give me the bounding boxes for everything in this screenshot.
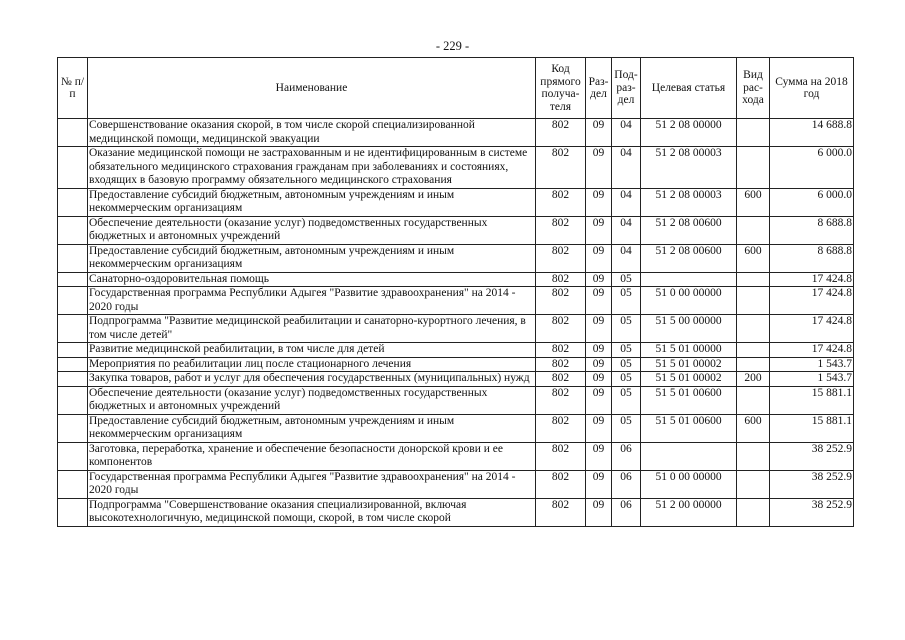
table-row: [58, 119, 854, 147]
row-target-article: 51 0 00 00000: [641, 470, 737, 498]
row-expense-type: [737, 357, 770, 372]
table-row: [58, 343, 854, 358]
row-expense-type: [737, 343, 770, 358]
row-expense-type: [737, 272, 770, 287]
row-target-article: 51 2 08 00600: [641, 244, 737, 272]
row-name: Совершенствование оказания скорой, в том числе скорой специализированной медицинской помощи, медицинской эвакуации: [88, 119, 536, 147]
row-number: [58, 315, 88, 343]
row-sum: 17 424.8: [770, 343, 854, 358]
row-recipient-code: 802: [536, 244, 586, 272]
row-recipient-code: 802: [536, 498, 586, 526]
row-expense-type: [737, 315, 770, 343]
row-name: Закупка товаров, работ и услуг для обеспечения государственных (муниципальных) нужд: [88, 372, 536, 387]
row-sum: 15 881.1: [770, 414, 854, 442]
row-section: 09: [586, 343, 612, 358]
row-section: 09: [586, 188, 612, 216]
row-sum: 1 543.7: [770, 357, 854, 372]
row-target-article: 51 5 01 00000: [641, 343, 737, 358]
table-row: [58, 244, 854, 272]
row-sum: 6 000.0: [770, 188, 854, 216]
table-row: [58, 470, 854, 498]
row-subsection: 05: [612, 386, 641, 414]
row-section: 09: [586, 244, 612, 272]
row-section: 09: [586, 498, 612, 526]
row-expense-type: 200: [737, 372, 770, 387]
row-recipient-code: 802: [536, 188, 586, 216]
col-header-code: Код прямого получа-теля: [536, 58, 586, 119]
row-sum: 8 688.8: [770, 216, 854, 244]
table-row: [58, 498, 854, 526]
row-number: [58, 272, 88, 287]
row-section: 09: [586, 372, 612, 387]
row-target-article: 51 2 00 00000: [641, 498, 737, 526]
row-section: 09: [586, 216, 612, 244]
row-sum: 14 688.8: [770, 119, 854, 147]
row-sum: 17 424.8: [770, 272, 854, 287]
row-name: Заготовка, переработка, хранение и обеспечение безопасности донорской крови и ее компонентов: [88, 442, 536, 470]
row-subsection: 04: [612, 244, 641, 272]
row-sum: 15 881.1: [770, 386, 854, 414]
row-number: [58, 442, 88, 470]
table-row: [58, 315, 854, 343]
row-section: 09: [586, 315, 612, 343]
row-name: Обеспечение деятельности (оказание услуг) подведомственных государственных бюджетных и автономных учреждений: [88, 386, 536, 414]
row-number: [58, 244, 88, 272]
row-section: 09: [586, 357, 612, 372]
row-number: [58, 470, 88, 498]
table-row: [58, 287, 854, 315]
row-expense-type: 600: [737, 188, 770, 216]
table-row: [58, 272, 854, 287]
row-recipient-code: 802: [536, 272, 586, 287]
table-row: [58, 372, 854, 387]
row-section: 09: [586, 147, 612, 189]
row-subsection: 05: [612, 272, 641, 287]
row-recipient-code: 802: [536, 287, 586, 315]
row-subsection: 05: [612, 414, 641, 442]
table-row: [58, 414, 854, 442]
row-target-article: 51 0 00 00000: [641, 287, 737, 315]
col-header-sum: Сумма на 2018 год: [770, 58, 854, 119]
row-expense-type: [737, 147, 770, 189]
row-recipient-code: 802: [536, 147, 586, 189]
row-number: [58, 188, 88, 216]
row-section: 09: [586, 287, 612, 315]
budget-table: [57, 57, 854, 527]
row-subsection: 04: [612, 216, 641, 244]
row-recipient-code: 802: [536, 372, 586, 387]
row-name: Мероприятия по реабилитации лиц после стационарного лечения: [88, 357, 536, 372]
row-recipient-code: 802: [536, 414, 586, 442]
table-row: [58, 357, 854, 372]
row-sum: 1 543.7: [770, 372, 854, 387]
row-target-article: 51 5 00 00000: [641, 315, 737, 343]
row-number: [58, 372, 88, 387]
row-number: [58, 343, 88, 358]
row-section: 09: [586, 414, 612, 442]
row-recipient-code: 802: [536, 315, 586, 343]
row-section: 09: [586, 442, 612, 470]
row-subsection: 06: [612, 442, 641, 470]
table-row: [58, 442, 854, 470]
row-name: Предоставление субсидий бюджетным, автономным учреждениям и иным некоммерческим организациям: [88, 244, 536, 272]
row-expense-type: [737, 442, 770, 470]
row-subsection: 05: [612, 357, 641, 372]
row-target-article: 51 2 08 00600: [641, 216, 737, 244]
row-sum: 38 252.9: [770, 498, 854, 526]
row-sum: 8 688.8: [770, 244, 854, 272]
row-sum: 38 252.9: [770, 470, 854, 498]
col-header-subsection: Под-раз-дел: [612, 58, 641, 119]
row-expense-type: 600: [737, 244, 770, 272]
table-row: [58, 188, 854, 216]
row-name: Предоставление субсидий бюджетным, автономным учреждениям и иным некоммерческим организациям: [88, 414, 536, 442]
table-row: [58, 216, 854, 244]
row-name: Санаторно-оздоровительная помощь: [88, 272, 536, 287]
row-expense-type: [737, 470, 770, 498]
row-name: Государственная программа Республики Адыгея "Развитие здравоохранения" на 2014 - 2020 годы: [88, 287, 536, 315]
row-sum: 38 252.9: [770, 442, 854, 470]
row-target-article: 51 2 08 00003: [641, 147, 737, 189]
row-subsection: 04: [612, 119, 641, 147]
row-expense-type: 600: [737, 414, 770, 442]
row-expense-type: [737, 287, 770, 315]
row-subsection: 06: [612, 470, 641, 498]
row-target-article: 51 5 01 00002: [641, 357, 737, 372]
row-name: Подпрограмма "Развитие медицинской реабилитации и санаторно-курортного лечения, в том числе детей": [88, 315, 536, 343]
row-target-article: [641, 272, 737, 287]
row-target-article: 51 2 08 00000: [641, 119, 737, 147]
col-header-target: Целевая статья: [641, 58, 737, 119]
row-section: 09: [586, 386, 612, 414]
row-number: [58, 287, 88, 315]
row-subsection: 05: [612, 343, 641, 358]
row-target-article: 51 5 01 00600: [641, 414, 737, 442]
row-expense-type: [737, 216, 770, 244]
row-target-article: [641, 442, 737, 470]
row-number: [58, 357, 88, 372]
row-recipient-code: 802: [536, 216, 586, 244]
row-expense-type: [737, 119, 770, 147]
row-number: [58, 119, 88, 147]
row-number: [58, 414, 88, 442]
row-sum: 17 424.8: [770, 287, 854, 315]
row-subsection: 05: [612, 372, 641, 387]
col-header-num: № п/п: [58, 58, 88, 119]
row-recipient-code: 802: [536, 442, 586, 470]
col-header-expense-type: Вид рас-хода: [737, 58, 770, 119]
row-number: [58, 498, 88, 526]
page-number: - 229 -: [435, 39, 470, 53]
table-row: [58, 147, 854, 189]
row-recipient-code: 802: [536, 357, 586, 372]
col-header-name: Наименование: [88, 58, 536, 119]
row-target-article: 51 2 08 00003: [641, 188, 737, 216]
row-subsection: 04: [612, 147, 641, 189]
col-header-section: Раз-дел: [586, 58, 612, 119]
row-target-article: 51 5 01 00600: [641, 386, 737, 414]
row-sum: 6 000.0: [770, 147, 854, 189]
row-subsection: 04: [612, 188, 641, 216]
row-number: [58, 386, 88, 414]
row-target-article: 51 5 01 00002: [641, 372, 737, 387]
row-recipient-code: 802: [536, 343, 586, 358]
row-name: Развитие медицинской реабилитации, в том числе для детей: [88, 343, 536, 358]
row-subsection: 05: [612, 315, 641, 343]
row-name: Подпрограмма "Совершенствование оказания специализированной, включая высокотехнологичную, медицинской помощи, скорой, в том числе скорой: [88, 498, 536, 526]
row-expense-type: [737, 498, 770, 526]
row-name: Оказание медицинской помощи не застрахованным и не идентифицированным в системе обязательного медицинского страхования гражданам при заболеваниях и состояниях, входящих в базовую программу обязательного медицинского страхования: [88, 147, 536, 189]
table-header-row: [58, 58, 854, 119]
row-expense-type: [737, 386, 770, 414]
row-name: Обеспечение деятельности (оказание услуг) подведомственных государственных бюджетных и автономных учреждений: [88, 216, 536, 244]
row-number: [58, 147, 88, 189]
row-recipient-code: 802: [536, 470, 586, 498]
row-name: Предоставление субсидий бюджетным, автономным учреждениям и иным некоммерческим организациям: [88, 188, 536, 216]
row-number: [58, 216, 88, 244]
row-section: 09: [586, 470, 612, 498]
row-section: 09: [586, 272, 612, 287]
row-recipient-code: 802: [536, 119, 586, 147]
row-section: 09: [586, 119, 612, 147]
row-name: Государственная программа Республики Адыгея "Развитие здравоохранения" на 2014 - 2020 годы: [88, 470, 536, 498]
row-recipient-code: 802: [536, 386, 586, 414]
row-subsection: 05: [612, 287, 641, 315]
row-subsection: 06: [612, 498, 641, 526]
table-row: [58, 386, 854, 414]
row-sum: 17 424.8: [770, 315, 854, 343]
